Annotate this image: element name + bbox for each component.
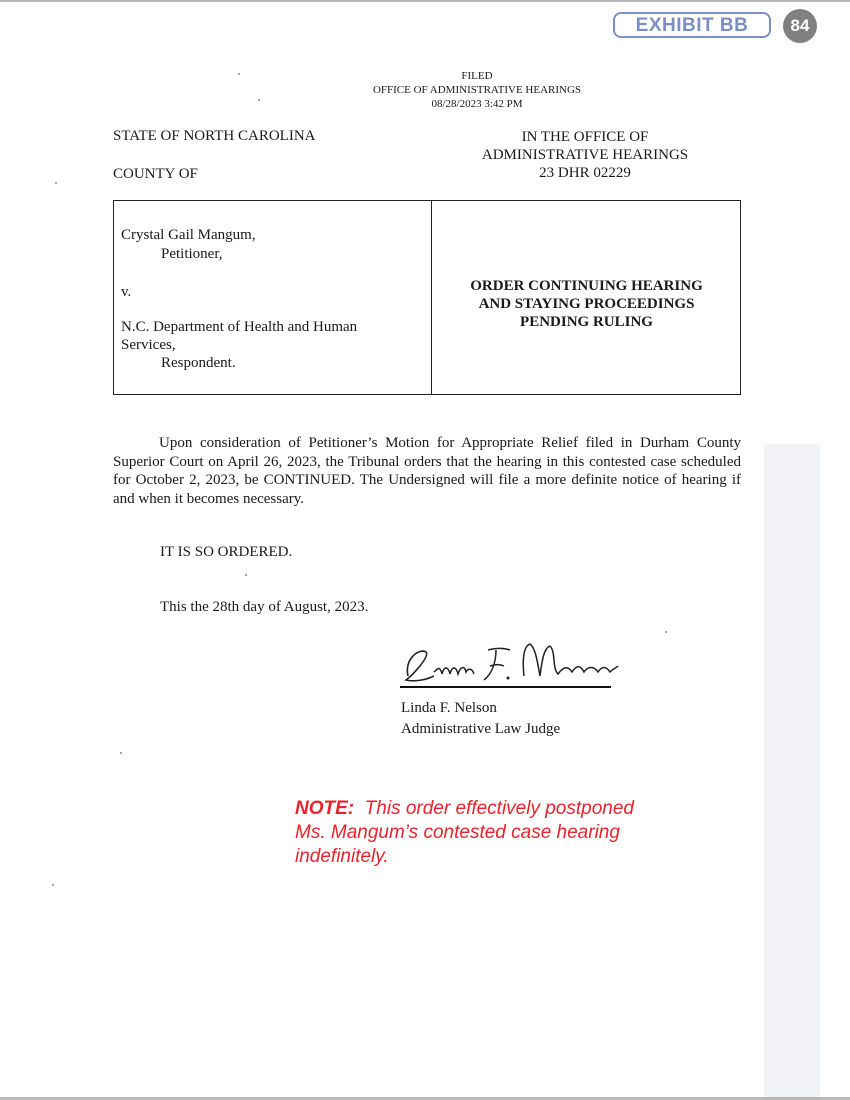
scan-speck [258, 99, 260, 101]
stamp-line-3: 08/28/2023 3:42 PM [431, 98, 523, 110]
judge-title: Administrative Law Judge [401, 721, 561, 737]
stamp-line-2: OFFICE OF ADMINISTRATIVE HEARINGS [372, 84, 582, 96]
date-line: This the 28th day of August, 2023. [160, 599, 369, 615]
office-line-2: ADMINISTRATIVE HEARINGS [481, 147, 689, 163]
order-paragraph: Upon consideration of Petitioner’s Motion for Appropriate Relief filed in Durham County Superior Court on April 26, 2023, the Tribunal orders that the hearing in this contested case scheduled for October 2, 2023, be CONTINUED. The Undersigned will file a more definite notice of hearing if and when it becomes necessary. [113, 435, 741, 507]
order-title-line-3: PENDING RULING [520, 314, 653, 330]
office-line-1: IN THE OFFICE OF [521, 129, 649, 145]
scan-speck [245, 574, 247, 576]
state-heading: STATE OF NORTH CAROLINA [113, 128, 316, 144]
page-number-badge: 84 [783, 9, 817, 43]
scan-speck [55, 182, 57, 184]
top-border [0, 0, 850, 2]
scan-speck [238, 73, 240, 75]
case-caption-box [113, 200, 741, 395]
filing-stamp [300, 69, 654, 111]
scan-speck [120, 752, 122, 754]
petitioner-role: Petitioner, [161, 246, 223, 262]
versus: v. [121, 284, 132, 300]
order-title [444, 277, 729, 331]
caption-divider [431, 201, 432, 394]
respondent-name-line-1: N.C. Department of Health and Human [121, 319, 358, 335]
scan-speck [665, 631, 667, 633]
scan-speck [52, 884, 54, 886]
order-title-line-2: AND STAYING PROCEEDINGS [478, 296, 695, 312]
annotation-note [295, 797, 635, 869]
case-number: 23 DHR 02229 [539, 165, 631, 181]
signature-line [400, 686, 611, 688]
exhibit-label: EXHIBIT BB [613, 12, 771, 38]
note-label: NOTE: [295, 798, 355, 819]
judge-signature [400, 636, 620, 691]
judge-name: Linda F. Nelson [401, 700, 497, 716]
county-heading: COUNTY OF [113, 166, 198, 182]
stamp-line-1: FILED [461, 70, 493, 82]
petitioner-name: Crystal Gail Mangum, [121, 227, 256, 243]
respondent-role: Respondent. [161, 355, 236, 371]
order-title-line-1: ORDER CONTINUING HEARING [470, 278, 703, 294]
side-panel [764, 444, 820, 1097]
office-heading [460, 128, 710, 182]
so-ordered: IT IS SO ORDERED. [160, 544, 293, 560]
note-text: This order effectively postponed Ms. Mangum’s contested case hearing indefinitely. [295, 798, 634, 867]
respondent-name-line-2: Services, [121, 337, 176, 353]
